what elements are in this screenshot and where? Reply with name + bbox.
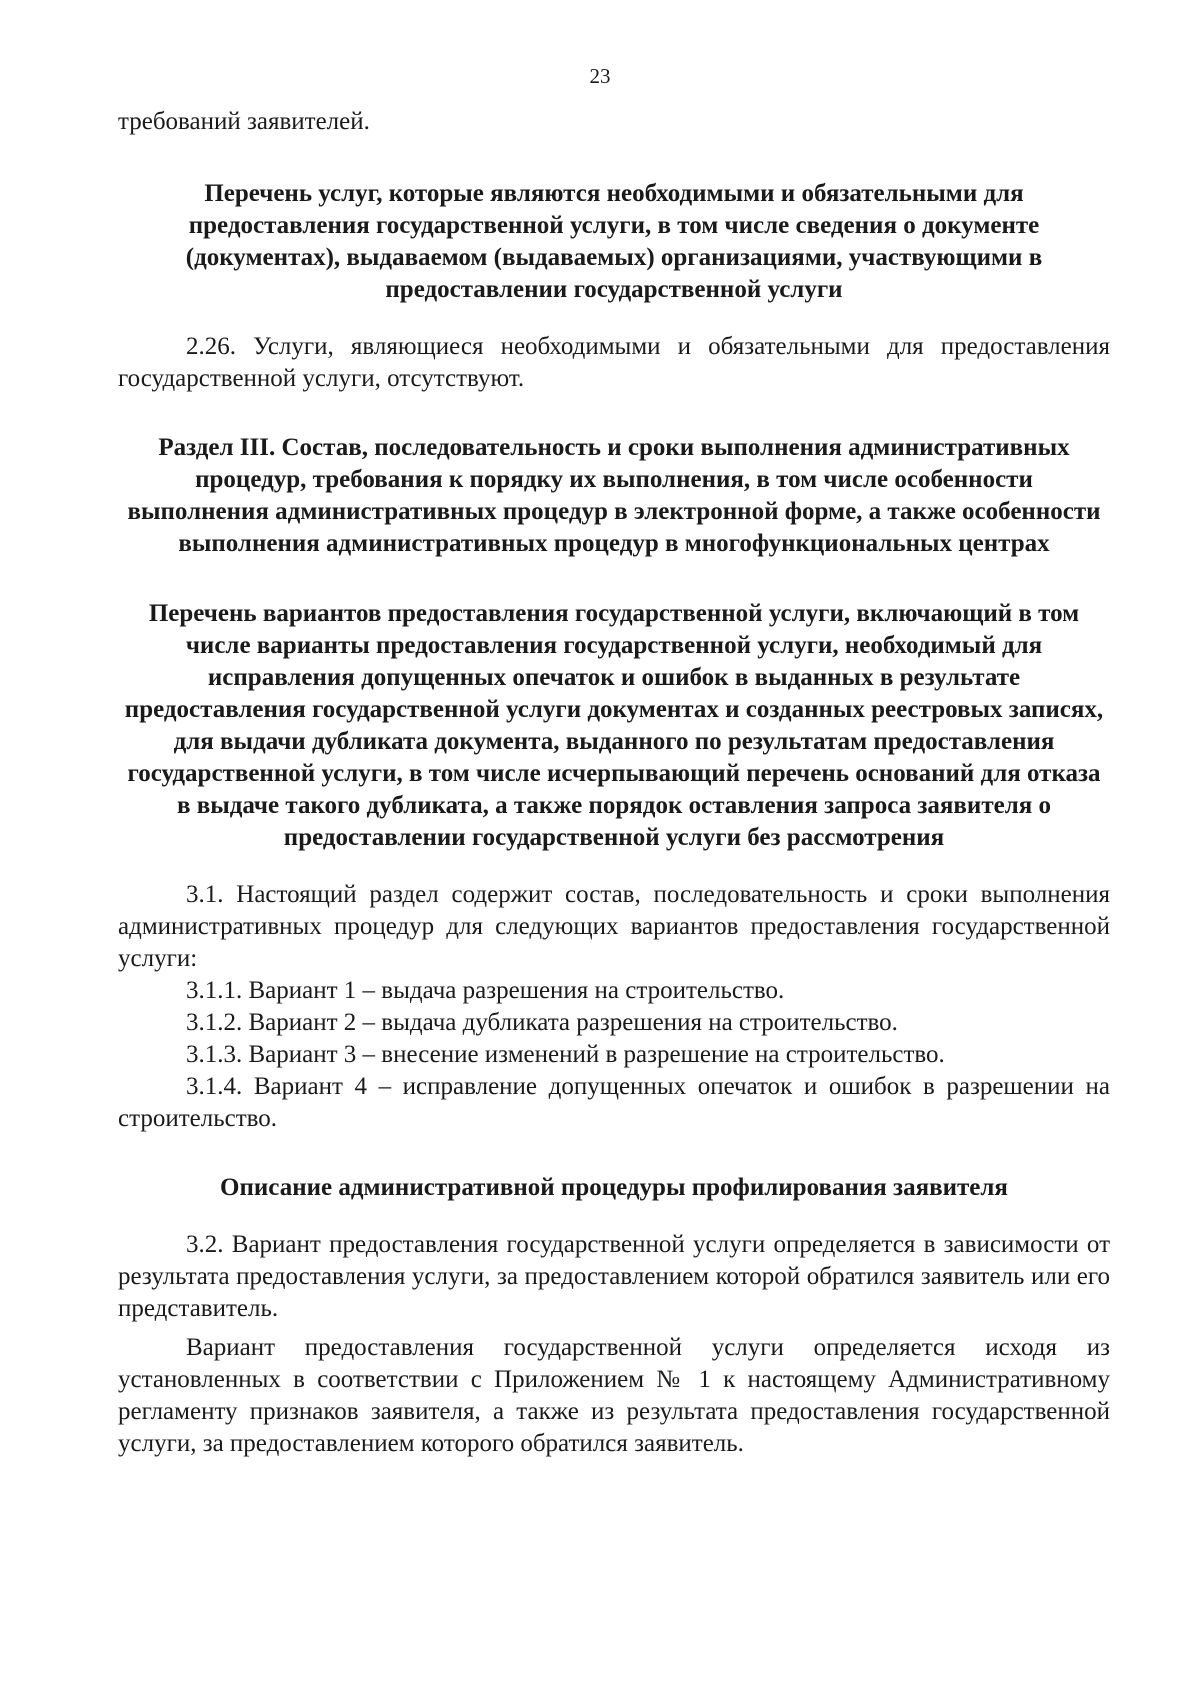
document-body: [118, 106, 1110, 1460]
heading-applicant-profiling: Описание административной процедуры профилирования заявителя: [220, 1174, 1008, 1201]
list-item-3-1-2: 3.1.2. Вариант 2 – выдача дубликата разрешения на строительство.: [186, 1009, 898, 1036]
paragraph-variant-basis: Вариант предоставления государственной услуги определяется исходя из установленных в соответствии с Приложением № 1 к настоящему Административному регламенту признаков заявителя, а также из результата предоставления государственной услуги, за предоставлением которого обратился заявитель.: [118, 1334, 1110, 1457]
paragraph-intro-tail: требований заявителей.: [118, 108, 370, 135]
page-number: 23: [589, 64, 611, 88]
list-item-3-1-1: 3.1.1. Вариант 1 – выдача разрешения на строительство.: [186, 977, 785, 1004]
paragraph-3-2: 3.2. Вариант предоставления государственной услуги определяется в зависимости от результата предоставления услуги, за предоставлением которой обратился заявитель или его представитель.: [118, 1231, 1110, 1322]
list-item-3-1-3: 3.1.3. Вариант 3 – внесение изменений в разрешение на строительство.: [186, 1041, 945, 1068]
list-item-3-1-4: 3.1.4. Вариант 4 – исправление допущенных опечаток и ошибок в разрешении на строительство.: [118, 1073, 1110, 1132]
heading-section-3: Раздел III. Состав, последовательность и сроки выполнения административных процедур, требования к порядку их выполнения, в том числе особенности выполнения административных процедур в электронной форме, а также особенности выполнения административных процедур в многофункциональных центрах: [127, 434, 1101, 557]
heading-required-services: Перечень услуг, которые являются необходимыми и обязательными для предоставления государственной услуги, в том числе сведения о документе (документах), выдаваемом (выдаваемых) организациями, участвующими в предоставлении государственной услуги: [185, 180, 1043, 303]
heading-service-variants: Перечень вариантов предоставления государственной услуги, включающий в том числе варианты предоставления государственной услуги, необходимый для исправления допущенных опечаток и ошибок в выданных в результате предоставления государственной услуги документах и созданных реестровых записях, для выдачи дубликата документа, выданного по результатам предоставления государственной услуги, в том числе исчерпывающий перечень оснований для отказа в выдаче такого дубликата, а также порядок оставления запроса заявителя о предоставлении государственной услуги без рассмотрения: [124, 600, 1104, 851]
paragraph-2-26: 2.26. Услуги, являющиеся необходимыми и обязательными для предоставления государственной услуги, отсутствуют.: [118, 333, 1110, 392]
paragraph-3-1: 3.1. Настоящий раздел содержит состав, последовательность и сроки выполнения административных процедур для следующих вариантов предоставления государственной услуги:: [118, 881, 1110, 972]
